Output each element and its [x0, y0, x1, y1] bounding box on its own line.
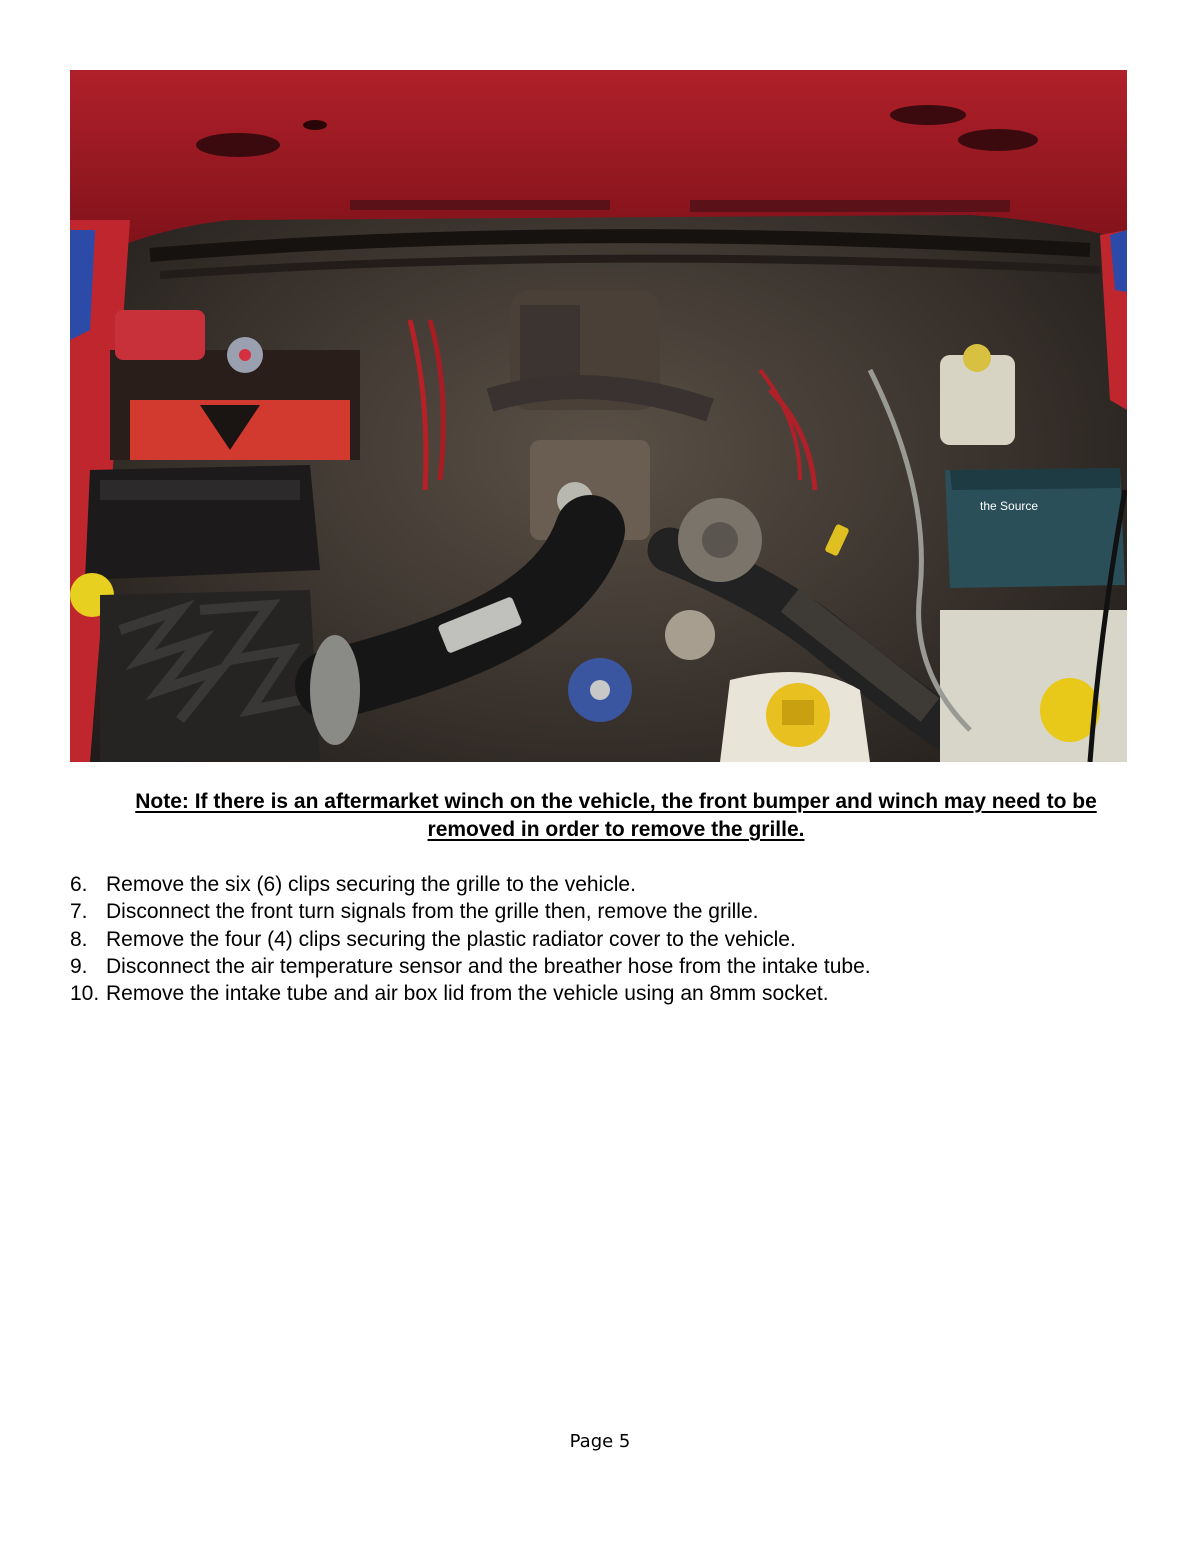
step-number: 7. — [70, 900, 88, 924]
page-number: Page 5 — [569, 1431, 631, 1452]
step-text: Remove the four (4) clips securing the plastic radiator cover to the vehicle. — [106, 927, 796, 951]
source-box-label: the Source — [980, 499, 1039, 513]
list-item — [70, 953, 1130, 980]
winch-note: Note: If there is an aftermarket winch on the vehicle, the front bumper and winch may need to be removed in order to remove the grille. — [135, 790, 1097, 841]
step-number: 10. — [70, 982, 100, 1006]
step-number: 6. — [70, 873, 88, 896]
step-text: Disconnect the air temperature sensor and the breather hose from the intake tube. — [106, 954, 871, 978]
step-text: Remove the six (6) clips securing the grille to the vehicle. — [106, 873, 636, 896]
instruction-steps — [70, 871, 1130, 1007]
engine-bay-photo — [70, 70, 1127, 762]
step-number: 8. — [70, 927, 88, 951]
list-item — [70, 871, 1130, 898]
list-item — [70, 926, 1130, 953]
step-number: 9. — [70, 954, 88, 978]
step-text: Disconnect the front turn signals from the grille then, remove the grille. — [106, 900, 759, 924]
list-item — [70, 980, 1130, 1007]
step-text: Remove the intake tube and air box lid from the vehicle using an 8mm socket. — [106, 982, 829, 1006]
list-item — [70, 898, 1130, 925]
